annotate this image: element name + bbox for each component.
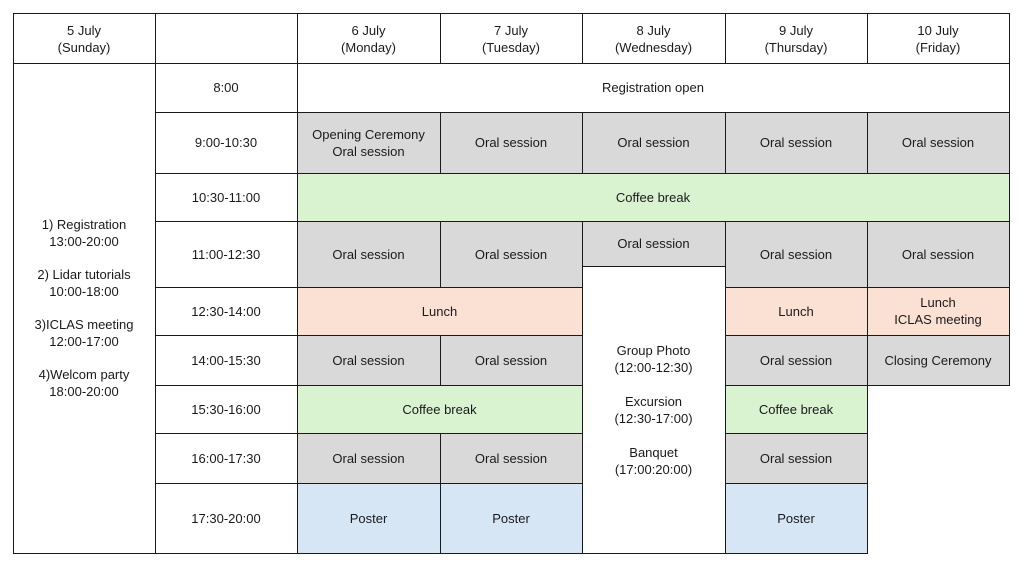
header-friday: 10 July (Friday)	[915, 22, 961, 55]
grid-line	[725, 483, 868, 484]
grid-line	[155, 385, 582, 386]
header-monday: 6 July (Monday)	[341, 22, 396, 55]
header-wednesday: 8 July (Wednesday)	[614, 22, 693, 55]
oral-session-cell: Oral session	[725, 335, 867, 385]
poster-cell: Poster	[725, 483, 867, 553]
time-slot: 10:30-11:00	[191, 189, 261, 205]
grid-line	[867, 221, 868, 554]
oral-session-cell: Oral session	[725, 112, 867, 173]
coffee-break-cell: Coffee break	[725, 385, 867, 433]
grid-line	[155, 433, 582, 434]
grid-line	[440, 112, 441, 174]
grid-line	[725, 221, 726, 554]
oral-session-cell: Oral session	[582, 221, 725, 266]
coffee-break-cell: Coffee break	[297, 385, 582, 433]
lunch-cell: Lunch	[725, 287, 867, 335]
oral-session-cell: Oral session	[440, 433, 582, 483]
header-thursday: 9 July (Thursday)	[764, 22, 828, 55]
time-slot: 11:00-12:30	[191, 246, 261, 262]
oral-session-cell: Oral session	[867, 112, 1009, 173]
oral-session-cell: Oral session	[297, 433, 440, 483]
grid-line	[725, 112, 726, 174]
grid-line	[582, 266, 725, 267]
grid-line	[155, 335, 582, 336]
grid-line	[440, 221, 441, 288]
time-slot: 12:30-14:00	[191, 303, 261, 319]
grid-line	[13, 63, 1010, 64]
grid-line	[297, 13, 298, 554]
grid-line	[440, 433, 441, 554]
sunday-event-registration: 1) Registration 13:00-20:00	[41, 217, 127, 249]
poster-cell: Poster	[440, 483, 582, 553]
time-slot: 9:00-10:30	[194, 135, 258, 150]
oral-session-cell: Oral session	[725, 433, 867, 483]
time-slot: 14:00-15:30	[191, 352, 261, 368]
grid-line	[13, 13, 14, 554]
sunday-event-welcome-party: 4)Welcom party 18:00-20:00	[38, 367, 130, 399]
lunch-iclas-cell: Lunch ICLAS meeting	[867, 287, 1009, 335]
grid-line	[13, 13, 1010, 14]
grid-line	[582, 13, 583, 64]
header-tuesday: 7 July (Tuesday)	[481, 22, 541, 55]
grid-line	[867, 112, 868, 174]
oral-session-cell: Oral session	[582, 112, 725, 173]
oral-session-cell: Oral session	[440, 335, 582, 385]
grid-line	[440, 335, 441, 386]
sunday-event-iclas-meeting: 3)ICLAS meeting 12:00-17:00	[34, 317, 134, 349]
oral-session-cell: Oral session	[867, 221, 1009, 287]
header-time-blank	[155, 14, 297, 63]
time-slot: 15:30-16:00	[191, 401, 261, 417]
grid-line	[155, 483, 582, 484]
time-slot: 16:00-17:30	[191, 450, 261, 466]
oral-session-cell: Oral session	[440, 112, 582, 173]
oral-session-cell: Oral session	[725, 221, 867, 287]
time-slot: 8:00	[213, 80, 239, 95]
closing-ceremony-cell: Closing Ceremony	[867, 335, 1009, 385]
registration-open-cell: Registration open	[602, 80, 704, 95]
lunch-cell: Lunch	[297, 287, 582, 335]
time-slot: 17:30-20:00	[191, 510, 261, 526]
grid-line	[582, 112, 583, 174]
grid-line	[155, 13, 156, 554]
poster-cell: Poster	[297, 483, 440, 553]
grid-line	[725, 433, 868, 434]
opening-ceremony-cell: Opening Ceremony Oral session	[297, 112, 440, 173]
excursion-day-cell: Group Photo (12:00-12:30) Excursion (12:30-17:00) Banquet (17:00:20:00)	[614, 342, 693, 477]
sunday-events	[13, 63, 155, 553]
oral-session-cell: Oral session	[440, 221, 582, 287]
grid-line	[725, 13, 726, 64]
grid-line	[582, 221, 583, 554]
sunday-event-lidar-tutorials: 2) Lidar tutorials 10:00-18:00	[37, 267, 131, 299]
grid-line	[155, 287, 582, 288]
grid-line	[1009, 13, 1010, 386]
oral-session-cell: Oral session	[297, 335, 440, 385]
grid-line	[867, 13, 868, 64]
header-sunday: 5 July (Sunday)	[57, 22, 111, 55]
grid-line	[440, 13, 441, 64]
coffee-break-cell: Coffee break	[297, 173, 1009, 221]
oral-session-cell: Oral session	[297, 221, 440, 287]
